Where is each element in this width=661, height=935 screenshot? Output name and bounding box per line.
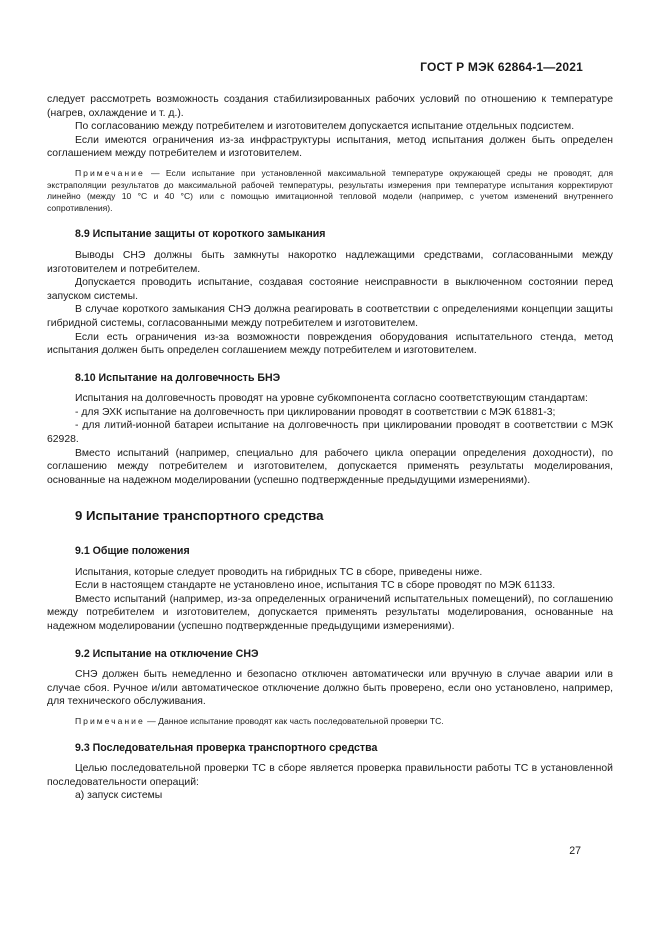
section-heading-8-10: 8.10 Испытание на долговечность БНЭ: [75, 371, 281, 384]
paragraph: В случае короткого замыкания СНЭ должна реагировать в соответствии с определениями концепции защиты гибридной системы, согласованными между потребителем и изготовителем.: [47, 304, 613, 329]
note-label: Примечание: [75, 715, 145, 726]
paragraph: Испытания на долговечность проводят на уровне субкомпонента согласно соответствующим стандартам:: [75, 393, 588, 405]
note: [47, 168, 613, 214]
paragraph: Допускается проводить испытание, создавая состояние неисправности в выключенном состоянии перед запуском системы.: [47, 277, 613, 302]
section-heading-9-3: 9.3 Последовательная проверка транспортного средства: [75, 741, 378, 754]
note: [47, 716, 613, 728]
paragraph: СНЭ должен быть немедленно и безопасно отключен автоматически или вручную в случае аварии или в случае сбоя. Ручное и/или автоматическое отключение должно быть проверено, если оно установлено, например, для технического обслуживания.: [47, 669, 613, 708]
page-number: 27: [569, 845, 581, 857]
note-text: — Если испытание при установленной максимальной температуре окружающей среды не проводят, для экстраполяции результатов до максимальной рабочей температуры, результаты измерения при температуре испытания корректируют линейно (между 10 °С и 40 °С) или с помощью имитационной тепловой модели (например, с учетом изменений внутреннего сопротивления).: [47, 167, 613, 213]
page-body: [47, 93, 613, 803]
note-text: — Данное испытание проводят как часть последовательной проверки ТС.: [144, 715, 444, 726]
section-heading-8-9: 8.9 Испытание защиты от короткого замыкания: [75, 228, 326, 241]
paragraph: Если имеются ограничения из-за инфраструктуры испытания, метод испытания должен быть определен соглашением между потребителем и изготовителем.: [47, 134, 613, 160]
paragraph: Вместо испытаний (например, из-за определенных ограничений испытательных помещений), по соглашению между потребителем и изготовителем, допускается применять результаты моделирования, основанные на надежном моделировании (успешно подтвержденные предыдущими измерениями).: [47, 593, 613, 632]
list-item: - для литий-ионной батареи испытание на долговечность при циклировании проводят в соответствии с МЭК 62928.: [47, 420, 613, 446]
paragraph: Целью последовательной проверки ТС в сборе является проверка правильности работы ТС в установленной последовательности операций:: [47, 763, 613, 788]
chapter-heading-9: 9 Испытание транспортного средства: [75, 508, 324, 524]
paragraph: Вместо испытаний (например, специально для рабочего цикла операции определения доходности), по соглашению между потребителем и изготовителем, допускается применять результаты моделирования, основанные на надежном моделировании (успешно подтвержденные предыдущими измерениями).: [47, 447, 613, 486]
document-header: ГОСТ Р МЭК 62864-1—2021: [420, 60, 583, 74]
paragraph: Испытания, которые следует проводить на гибридных ТС в сборе, приведены ниже.: [75, 566, 483, 578]
paragraph: По согласованию между потребителем и изготовителем допускается испытание отдельных подсистем.: [75, 121, 575, 133]
paragraph: Если в настоящем стандарте не установлено иное, испытания ТС в сборе проводят по МЭК 61133.: [75, 580, 556, 592]
section-heading-9-2: 9.2 Испытание на отключение СНЭ: [75, 647, 259, 660]
paragraph: следует рассмотреть возможность создания стабилизированных рабочих условий по отношению к температуре (нагрев, охлаждение и т. д.).: [47, 94, 613, 119]
paragraph: Выводы СНЭ должны быть замкнуты накоротко надлежащими средствами, согласованными между изготовителем и потребителем.: [47, 249, 613, 275]
note-label: Примечание: [75, 167, 145, 178]
list-item: а) запуск системы: [75, 790, 163, 802]
section-heading-9-1: 9.1 Общие положения: [75, 545, 190, 558]
paragraph: Если есть ограничения из-за возможности повреждения оборудования испытательного стенда, метод испытания должен быть определен соглашением между потребителем и изготовителем.: [47, 331, 613, 357]
list-item: - для ЭХК испытание на долговечность при циклировании проводят в соответствии с МЭК 61881-3;: [75, 406, 556, 418]
